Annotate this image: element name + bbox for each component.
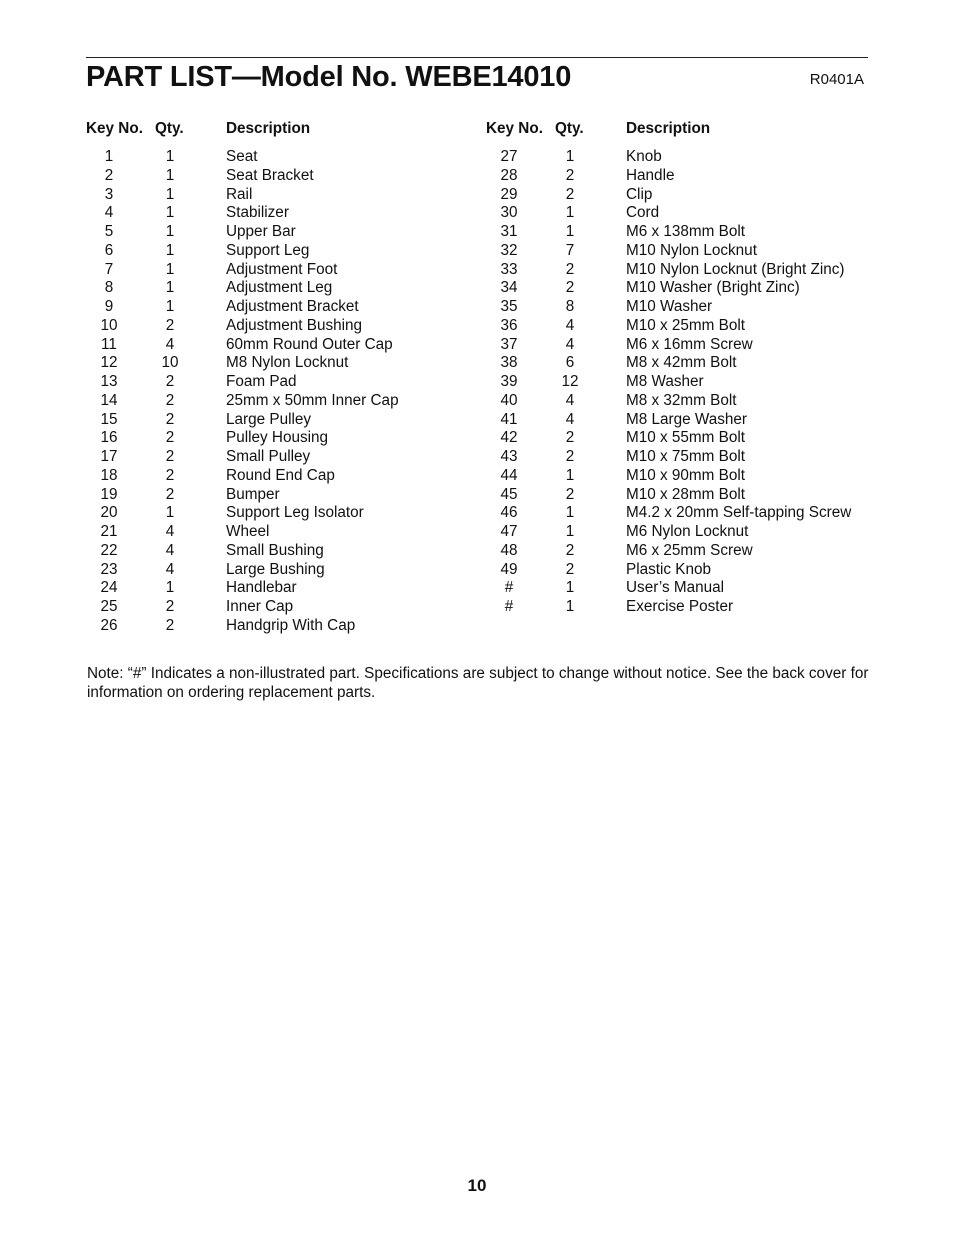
qty-cell: 1: [165, 298, 175, 315]
description-cell: Support Leg: [226, 241, 310, 259]
header-description: Description: [626, 120, 711, 137]
key-no-cell: 6: [104, 241, 114, 259]
top-rule: [86, 57, 868, 58]
description-cell: M4.2 x 20mm Self-tapping Screw: [626, 504, 852, 522]
description-cell: Bumper: [226, 485, 280, 503]
qty-cell: 2: [165, 485, 175, 503]
key-no-cell: 3: [104, 185, 114, 203]
table-row: [86, 579, 486, 598]
table-row: [86, 392, 486, 411]
key-no-cell: 44: [500, 466, 518, 484]
table-row: [86, 261, 486, 280]
description-cell: 25mm x 50mm Inner Cap: [226, 391, 399, 409]
qty-cell: 2: [565, 166, 575, 184]
table-rows: [86, 148, 486, 636]
description-cell: Upper Bar: [226, 223, 296, 240]
table-row: [86, 486, 486, 505]
table-row: [486, 411, 886, 430]
key-no-cell: 42: [500, 429, 518, 447]
description-cell: Seat: [226, 148, 258, 165]
key-no-cell: 34: [500, 279, 518, 297]
table-row: [86, 354, 486, 373]
table-row: [86, 542, 486, 561]
key-no-cell: 25: [100, 598, 118, 615]
qty-cell: 2: [565, 260, 575, 278]
table-row: [486, 523, 886, 542]
key-no-cell: 28: [500, 166, 518, 184]
description-cell: M10 Nylon Locknut: [626, 241, 757, 259]
description-cell: Knob: [626, 148, 662, 165]
description-cell: Plastic Knob: [626, 560, 712, 578]
qty-cell: 8: [565, 298, 575, 315]
key-no-cell: 36: [500, 316, 518, 334]
key-no-cell: 32: [500, 241, 518, 259]
table-rows: [486, 148, 886, 617]
qty-cell: 4: [565, 410, 575, 428]
qty-cell: 1: [165, 223, 175, 240]
key-no-cell: #: [504, 598, 514, 615]
table-row: [86, 223, 486, 242]
table-row: [486, 598, 886, 617]
table-row: [486, 429, 886, 448]
key-no-cell: 19: [100, 485, 118, 503]
key-no-cell: 18: [100, 466, 118, 484]
page-title: PART LIST—Model No. WEBE14010: [86, 61, 572, 93]
table-row: [86, 186, 486, 205]
qty-cell: 2: [165, 410, 175, 428]
qty-cell: 2: [565, 560, 575, 578]
qty-cell: 4: [165, 335, 175, 353]
table-row: [486, 298, 886, 317]
header-key-no: Key No.: [86, 120, 143, 137]
table-row: [486, 504, 886, 523]
key-no-cell: 40: [500, 391, 518, 409]
description-cell: Stabilizer: [226, 204, 289, 222]
description-cell: Large Pulley: [226, 410, 312, 428]
qty-cell: 2: [165, 391, 175, 409]
description-cell: M8 Nylon Locknut: [226, 354, 349, 372]
qty-cell: 1: [565, 223, 575, 240]
key-no-cell: 9: [104, 298, 114, 315]
document-code: R0401A: [809, 71, 864, 88]
key-no-cell: 45: [500, 485, 518, 503]
table-row: [486, 317, 886, 336]
description-cell: Handle: [626, 166, 675, 184]
qty-cell: 2: [565, 485, 575, 503]
description-cell: Adjustment Foot: [226, 260, 338, 278]
description-cell: M8 x 42mm Bolt: [626, 354, 737, 372]
qty-cell: 4: [565, 335, 575, 353]
qty-cell: 7: [565, 241, 575, 259]
key-no-cell: 33: [500, 260, 518, 278]
key-no-cell: 49: [500, 560, 518, 578]
page-number: 10: [467, 1176, 487, 1195]
table-row: [86, 429, 486, 448]
key-no-cell: 20: [100, 504, 118, 522]
description-cell: Foam Pad: [226, 373, 297, 390]
description-cell: M6 Nylon Locknut: [626, 523, 749, 540]
table-row: [486, 542, 886, 561]
key-no-cell: 7: [104, 260, 114, 278]
key-no-cell: 10: [100, 316, 118, 334]
description-cell: Handgrip With Cap: [226, 616, 356, 634]
qty-cell: 2: [565, 429, 575, 447]
key-no-cell: 1: [104, 148, 114, 165]
key-no-cell: 47: [500, 523, 518, 540]
qty-cell: 1: [165, 504, 175, 522]
qty-cell: 4: [165, 560, 175, 578]
qty-cell: 2: [165, 429, 175, 447]
table-row: [486, 467, 886, 486]
description-cell: Wheel: [226, 523, 270, 540]
qty-cell: 2: [165, 466, 175, 484]
qty-cell: 1: [565, 579, 575, 597]
key-no-cell: 16: [100, 429, 118, 447]
parts-table-left: [86, 118, 486, 634]
qty-cell: 2: [165, 598, 175, 615]
qty-cell: 4: [165, 523, 175, 540]
description-cell: M6 x 16mm Screw: [626, 335, 753, 353]
description-cell: M10 x 90mm Bolt: [626, 466, 746, 484]
qty-cell: 6: [565, 354, 575, 372]
key-no-cell: 39: [500, 373, 518, 390]
qty-cell: 2: [165, 316, 175, 334]
qty-cell: 1: [565, 466, 575, 484]
description-cell: M6 x 25mm Screw: [626, 541, 753, 559]
description-cell: Exercise Poster: [626, 598, 734, 615]
qty-cell: 2: [565, 279, 575, 297]
description-cell: M10 x 28mm Bolt: [626, 485, 746, 503]
key-no-cell: #: [504, 579, 514, 597]
table-row: [86, 204, 486, 223]
qty-cell: 1: [565, 204, 575, 222]
table-row: [86, 298, 486, 317]
description-cell: Pulley Housing: [226, 429, 329, 447]
key-no-cell: 30: [500, 204, 518, 222]
description-cell: M10 x 25mm Bolt: [626, 316, 746, 334]
header-key-no: Key No.: [486, 120, 543, 137]
key-no-cell: 11: [101, 335, 117, 353]
table-row: [86, 336, 486, 355]
key-no-cell: 13: [100, 373, 118, 390]
table-row: [86, 467, 486, 486]
table-row: [486, 223, 886, 242]
key-no-cell: 12: [100, 354, 118, 372]
table-row: [486, 392, 886, 411]
qty-cell: 1: [165, 204, 175, 222]
header-qty: Qty.: [555, 120, 584, 137]
table-row: [86, 598, 486, 617]
qty-cell: 1: [165, 260, 175, 278]
description-cell: M10 Washer: [626, 298, 713, 315]
key-no-cell: 27: [500, 148, 518, 165]
qty-cell: 1: [165, 279, 175, 297]
description-cell: Adjustment Bushing: [226, 316, 363, 334]
description-cell: Clip: [626, 185, 653, 203]
description-cell: Small Bushing: [226, 541, 324, 559]
parts-table-right: [486, 118, 886, 615]
key-no-cell: 15: [100, 410, 118, 428]
qty-cell: 2: [165, 373, 175, 390]
description-cell: Large Bushing: [226, 560, 325, 578]
key-no-cell: 38: [500, 354, 518, 372]
qty-cell: 2: [165, 448, 175, 465]
description-cell: User’s Manual: [626, 579, 725, 597]
key-no-cell: 22: [100, 541, 118, 559]
qty-cell: 2: [165, 616, 175, 634]
key-no-cell: 43: [500, 448, 518, 465]
key-no-cell: 23: [100, 560, 118, 578]
description-cell: M10 x 55mm Bolt: [626, 429, 746, 447]
note-text: Note: “#” Indicates a non-illustrated part. Specifications are subject to change without notice. See the back cover for information on ordering replacement parts.: [87, 665, 869, 701]
qty-cell: 12: [561, 373, 579, 390]
description-cell: M10 Nylon Locknut (Bright Zinc): [626, 260, 845, 278]
key-no-cell: 21: [100, 523, 118, 540]
key-no-cell: 5: [104, 223, 114, 240]
description-cell: M8 x 32mm Bolt: [626, 391, 737, 409]
table-row: [486, 486, 886, 505]
key-no-cell: 41: [500, 410, 518, 428]
table-header: [86, 118, 486, 140]
qty-cell: 2: [565, 185, 575, 203]
key-no-cell: 26: [100, 616, 118, 634]
table-row: [86, 279, 486, 298]
table-row: [86, 523, 486, 542]
table-row: [86, 411, 486, 430]
description-cell: Seat Bracket: [226, 166, 314, 184]
table-row: [486, 373, 886, 392]
description-cell: Adjustment Leg: [226, 279, 333, 297]
table-row: [486, 242, 886, 261]
description-cell: Cord: [626, 204, 660, 222]
key-no-cell: 31: [500, 223, 518, 240]
key-no-cell: 37: [500, 335, 518, 353]
table-row: [86, 504, 486, 523]
description-cell: 60mm Round Outer Cap: [226, 335, 393, 353]
qty-cell: 2: [565, 448, 575, 465]
description-cell: M10 Washer (Bright Zinc): [626, 279, 800, 297]
table-row: [486, 579, 886, 598]
table-row: [86, 617, 486, 636]
key-no-cell: 48: [500, 541, 518, 559]
qty-cell: 4: [565, 316, 575, 334]
table-row: [86, 148, 486, 167]
qty-cell: 4: [165, 541, 175, 559]
qty-cell: 1: [565, 598, 575, 615]
qty-cell: 1: [565, 504, 575, 522]
table-row: [486, 561, 886, 580]
key-no-cell: 35: [500, 298, 518, 315]
table-row: [486, 354, 886, 373]
key-no-cell: 46: [500, 504, 518, 522]
header-description: Description: [226, 120, 311, 137]
table-row: [86, 242, 486, 261]
table-row: [86, 373, 486, 392]
table-row: [486, 204, 886, 223]
key-no-cell: 29: [500, 185, 518, 203]
qty-cell: 1: [165, 185, 175, 203]
table-row: [86, 448, 486, 467]
description-cell: M6 x 138mm Bolt: [626, 223, 746, 240]
description-cell: Support Leg Isolator: [226, 504, 364, 522]
table-row: [86, 561, 486, 580]
qty-cell: 10: [161, 354, 179, 372]
qty-cell: 1: [165, 241, 175, 259]
description-cell: Inner Cap: [226, 598, 294, 615]
table-row: [486, 167, 886, 186]
description-cell: Rail: [226, 185, 253, 203]
description-cell: Small Pulley: [226, 448, 311, 465]
description-cell: M10 x 75mm Bolt: [626, 448, 746, 465]
table-header: [486, 118, 886, 140]
qty-cell: 1: [165, 579, 175, 597]
qty-cell: 1: [565, 148, 575, 165]
qty-cell: 1: [165, 148, 175, 165]
qty-cell: 1: [565, 523, 575, 540]
qty-cell: 4: [565, 391, 575, 409]
key-no-cell: 8: [104, 279, 114, 297]
key-no-cell: 17: [100, 448, 118, 465]
table-row: [486, 148, 886, 167]
key-no-cell: 14: [100, 391, 118, 409]
qty-cell: 1: [165, 166, 175, 184]
description-cell: M8 Washer: [626, 373, 704, 390]
table-row: [486, 261, 886, 280]
description-cell: Adjustment Bracket: [226, 298, 359, 315]
table-row: [486, 448, 886, 467]
table-row: [486, 186, 886, 205]
key-no-cell: 2: [104, 166, 114, 184]
table-row: [86, 167, 486, 186]
description-cell: Handlebar: [226, 579, 297, 597]
key-no-cell: 24: [100, 579, 118, 597]
description-cell: Round End Cap: [226, 466, 335, 484]
key-no-cell: 4: [104, 204, 114, 222]
table-row: [486, 336, 886, 355]
qty-cell: 2: [565, 541, 575, 559]
description-cell: M8 Large Washer: [626, 410, 748, 428]
header-qty: Qty.: [155, 120, 184, 137]
table-row: [486, 279, 886, 298]
table-row: [86, 317, 486, 336]
